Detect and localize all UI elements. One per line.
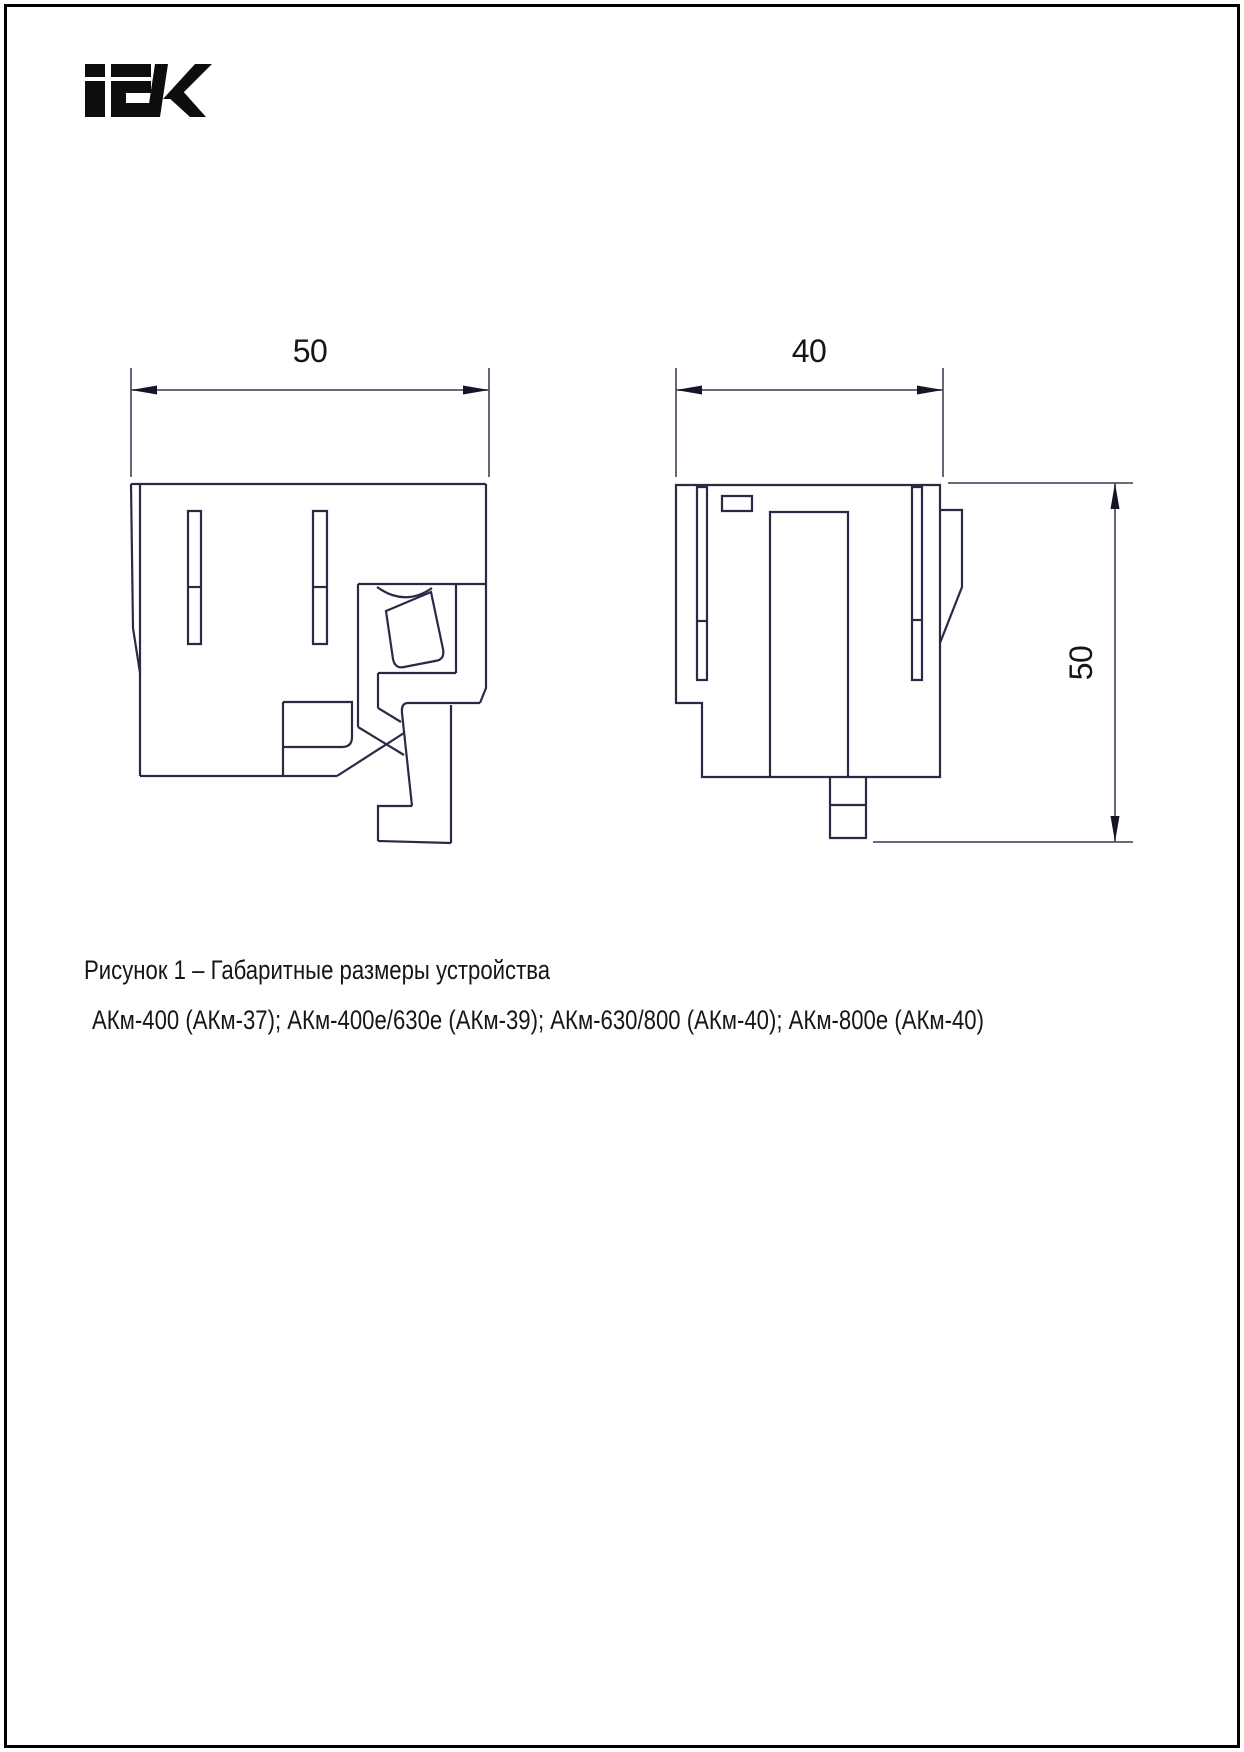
left-view-slot-2 [313, 511, 327, 644]
arrowhead-right [917, 386, 943, 395]
left-view-left-sliver [131, 484, 140, 673]
right-view [676, 485, 962, 838]
right-view-left-slot [697, 487, 707, 680]
arrowhead-bottom [1111, 816, 1120, 842]
left-view-right-edge [480, 484, 486, 703]
arrowhead-right [463, 386, 489, 395]
right-view-outline [676, 485, 940, 777]
right-view-top-window [722, 496, 752, 511]
figure-models-text: АКм-400 (АКм-37); АКм-400е/630е (АКм-39); АКм-630/800 (АКм-40); АКм-800е (АКм-40) [92, 1005, 984, 1035]
figure-caption [84, 955, 652, 986]
left-view [131, 484, 486, 843]
right-view-right-slot [912, 487, 922, 680]
dimension-value: 50 [292, 333, 328, 369]
left-view-diagonal-1 [358, 727, 404, 755]
figure-caption-text: Рисунок 1 – Габаритные размеры устройства [84, 955, 551, 985]
left-view-slot-1 [188, 511, 201, 644]
dimension-value: 40 [791, 333, 827, 369]
left-view-diagonal-2 [378, 708, 401, 722]
arrowhead-left [131, 386, 157, 395]
arrowhead-left [676, 386, 702, 395]
left-view-lower-rect [283, 702, 352, 747]
left-width-dimension [131, 333, 489, 477]
right-view-side-tab [940, 510, 962, 643]
left-view-diagonal-3 [337, 733, 404, 776]
right-width-dimension [676, 333, 943, 477]
left-view-toggle-handle [386, 592, 443, 667]
dimension-value: 50 [1063, 645, 1099, 681]
left-view-hook-bottom [378, 841, 451, 843]
arrowhead-top [1111, 483, 1120, 509]
left-view-hook-step [378, 806, 412, 841]
figure-models [92, 1005, 1180, 1036]
right-view-central-channel [770, 512, 848, 777]
